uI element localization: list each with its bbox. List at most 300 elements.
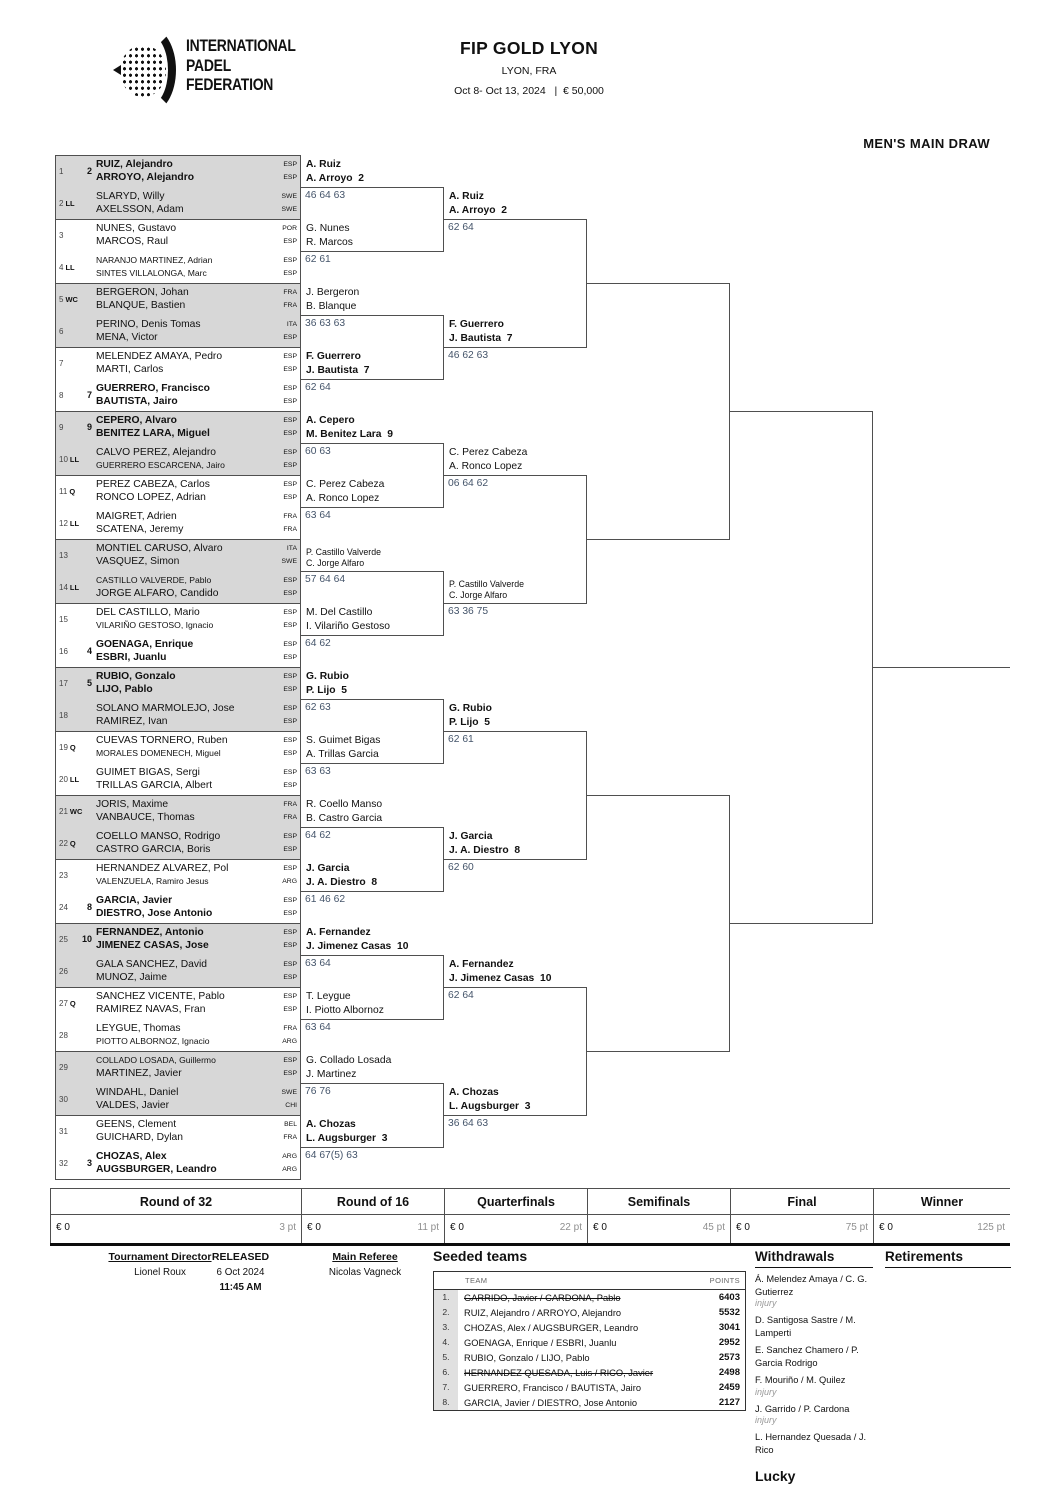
winner-name <box>306 1118 387 1145</box>
bracket-line <box>301 571 444 572</box>
team-names <box>92 1118 275 1144</box>
entry-seed: 7 <box>86 390 92 400</box>
bracket-line <box>730 411 873 412</box>
seeded-team-points: 2459 <box>718 1382 740 1393</box>
player-name: BLANQUE, Bastien <box>96 300 186 311</box>
seeded-team-name: RUIZ, Alejandro / ARROYO, Alejandro <box>464 1307 622 1318</box>
team-names <box>92 510 275 536</box>
country-code: FRA <box>283 1025 297 1032</box>
withdrawal-item <box>755 1314 873 1339</box>
winner-player: P. Lijo 5 <box>449 716 491 728</box>
winner-player: L. Augsburger 3 <box>306 1132 388 1144</box>
withdrawals-title: Withdrawals <box>755 1249 873 1268</box>
country-code: ESP <box>283 1006 297 1013</box>
winner-player: C. Perez Cabeza <box>449 447 528 458</box>
withdrawals-section <box>755 1249 873 1484</box>
withdrawal-item <box>755 1403 873 1427</box>
seeded-team-row <box>434 1365 745 1380</box>
bracket-line <box>873 667 1010 668</box>
entry-position: 18 <box>59 710 68 720</box>
country-code: ESP <box>283 417 297 424</box>
withdrawal-reason: injury <box>755 1298 777 1308</box>
bracket-line <box>444 1115 587 1116</box>
round-points: 75 pt <box>845 1222 868 1233</box>
draw-entry <box>56 475 299 507</box>
entry-tag: LL <box>65 262 75 272</box>
winner-player: P. Castillo Valverde <box>306 547 381 557</box>
seeded-team-number: 5. <box>434 1350 458 1365</box>
country-code: ESP <box>283 705 297 712</box>
entry-position: 19 Q <box>59 742 76 752</box>
winner-player: A. Chozas <box>449 1087 499 1098</box>
country-codes <box>275 734 299 760</box>
country-codes <box>275 958 299 984</box>
player-name: CEPERO, Alvaro <box>96 415 177 426</box>
entry-position: 7 <box>59 358 64 368</box>
draw-entry <box>56 571 299 603</box>
round-prize-cell <box>873 1215 1010 1244</box>
player-name: BERGERON, Johan <box>96 287 189 298</box>
country-code: ESP <box>283 622 297 629</box>
seeded-team-name: GOENAGA, Enrique / ESBRI, Juanlu <box>464 1337 617 1348</box>
country-code: ESP <box>283 737 297 744</box>
bracket-line <box>444 347 587 348</box>
player-name: GOENAGA, Enrique <box>96 639 194 650</box>
match-score: 64 67(5) 63 <box>305 1150 358 1161</box>
winner-name <box>306 926 408 953</box>
draw-entry <box>56 987 299 1019</box>
player-name: SANCHEZ VICENTE, Pablo <box>96 991 225 1002</box>
country-code: ESP <box>283 961 297 968</box>
entry-position: 17 <box>59 678 68 688</box>
country-code: ESP <box>283 462 297 469</box>
round-prize: € 0 <box>450 1222 464 1233</box>
player-name: FERNANDEZ, Antonio <box>96 927 204 938</box>
draw-entry <box>56 859 299 891</box>
seeded-team-name: HERNANDEZ QUESADA, Luis / RICO, Javier <box>464 1367 654 1378</box>
country-codes <box>275 382 299 408</box>
winner-name <box>306 798 382 825</box>
seeded-team-points: 2573 <box>718 1352 740 1363</box>
player-name: COLLADO LOSADA, Guillermo <box>96 1055 216 1065</box>
bracket-line <box>301 507 444 508</box>
player-name: CASTRO GARCIA, Boris <box>96 844 211 855</box>
entry-position: 24 <box>59 902 68 912</box>
bracket-line <box>301 1083 444 1084</box>
bracket-connector <box>729 283 730 540</box>
player-name: GARCIA, Javier <box>96 895 173 906</box>
seeded-team-name: CHOZAS, Alex / AUGSBURGER, Leandro <box>464 1322 639 1333</box>
team-names <box>92 702 275 728</box>
country-codes <box>275 1054 299 1080</box>
winner-name <box>449 190 507 217</box>
winner-name <box>306 547 381 569</box>
round-points: 11 pt <box>417 1222 439 1233</box>
country-code: ESP <box>283 833 297 840</box>
winner-player: C. Jorge Alfaro <box>306 558 365 568</box>
player-name: MORALES DOMENECH, Miguel <box>96 748 221 758</box>
winner-player: A. Arroyo 2 <box>306 172 364 184</box>
draw-entry <box>56 731 299 763</box>
seeded-team-points: 2127 <box>718 1397 740 1408</box>
entry-tag: LL <box>69 774 80 784</box>
team-names <box>92 862 275 888</box>
team-names <box>92 990 275 1016</box>
player-name: CHOZAS, Alex <box>96 1151 167 1162</box>
country-codes <box>275 318 299 344</box>
round-prize: € 0 <box>56 1222 70 1233</box>
winner-player: G. Nunes <box>306 223 350 234</box>
country-code: ESP <box>283 865 297 872</box>
draw-entry <box>56 283 299 315</box>
team-names <box>92 286 275 312</box>
player-name: DIESTRO, Jose Antonio <box>96 908 213 919</box>
bracket-line <box>587 283 730 284</box>
winner-name <box>449 958 551 985</box>
winner-name <box>306 414 393 441</box>
seeded-team-number: 1. <box>434 1290 458 1305</box>
entry-tag: LL <box>69 454 80 464</box>
bracket-line <box>730 923 873 924</box>
bracket-connector <box>586 219 587 348</box>
country-code: FRA <box>283 289 297 296</box>
country-code: ESP <box>283 334 297 341</box>
country-code: ESP <box>283 910 297 917</box>
team-names <box>92 478 275 504</box>
entry-position: 14 LL <box>59 582 80 592</box>
retirements-section <box>885 1249 1011 1268</box>
winner-player: R. Coello Manso <box>306 799 383 810</box>
round-prize-cell <box>444 1215 587 1244</box>
winner-player: A. Ronco Lopez <box>306 492 380 504</box>
entry-seed: 10 <box>81 934 92 944</box>
country-code: FRA <box>283 801 297 808</box>
country-code: ESP <box>283 577 297 584</box>
bracket-line <box>301 827 444 828</box>
entry-position: 23 <box>59 870 68 880</box>
withdrawals-list <box>755 1273 873 1456</box>
entry-tag: WC <box>69 806 83 816</box>
withdrawal-team: J. Garrido / P. Cardona <box>755 1403 850 1414</box>
player-name: HERNANDEZ ALVAREZ, Pol <box>96 863 229 874</box>
seeded-team-points: 2498 <box>718 1367 740 1378</box>
seeded-team-points: 3041 <box>718 1322 740 1333</box>
round-prize-cell <box>50 1215 301 1244</box>
player-name: GUICHARD, Dylan <box>96 1132 183 1143</box>
winner-player: A. Arroyo 2 <box>449 204 507 216</box>
country-codes <box>275 510 299 536</box>
country-code: ARG <box>282 1153 297 1160</box>
winner-name <box>306 862 377 889</box>
entry-tag: Q <box>69 486 76 496</box>
country-codes <box>275 830 299 856</box>
team-names <box>92 542 275 568</box>
winner-player: R. Marcos <box>306 236 353 248</box>
player-name: VALDES, Javier <box>96 1100 170 1111</box>
team-names <box>92 350 275 376</box>
country-codes <box>275 702 299 728</box>
main-referee-label: Main Referee <box>332 1251 398 1263</box>
winner-name <box>306 222 353 249</box>
logo-text-line: FEDERATION <box>186 75 274 94</box>
bracket-line <box>301 955 444 956</box>
bracket-line <box>301 251 444 252</box>
draw-entry <box>56 251 299 283</box>
match-score: 62 61 <box>448 734 474 745</box>
winner-name <box>306 734 380 761</box>
entry-seed: 8 <box>86 902 92 912</box>
country-code: ARG <box>282 878 297 885</box>
country-code: ITA <box>286 321 297 328</box>
match-score: 06 64 62 <box>448 478 489 489</box>
winner-name <box>449 579 524 601</box>
round-points: 125 pt <box>977 1222 1005 1233</box>
team-names <box>92 638 275 664</box>
team-names <box>92 318 275 344</box>
logo-text-line: PADEL <box>186 55 231 75</box>
country-code: ESP <box>283 174 297 181</box>
bracket-line <box>301 443 444 444</box>
seeded-team-points: 6403 <box>718 1292 740 1303</box>
bracket-line <box>444 731 587 732</box>
winner-player: M. Benitez Lara 9 <box>306 428 393 440</box>
player-name: SINTES VILLALONGA, Marc <box>96 268 207 278</box>
winner-name <box>306 606 390 633</box>
bracket-connector <box>872 411 873 924</box>
winner-name <box>449 446 527 473</box>
footer-divider <box>50 1243 1010 1246</box>
country-code: ARG <box>282 1166 297 1173</box>
country-codes <box>275 286 299 312</box>
player-name: VALENZUELA, Ramiro Jesus <box>96 876 209 886</box>
player-name: MARTINEZ, Javier <box>96 1068 182 1079</box>
team-names <box>92 414 275 440</box>
country-code: ESP <box>283 270 297 277</box>
seeded-team-row <box>434 1305 745 1320</box>
bracket-connector <box>586 987 587 1116</box>
round-label: Winner <box>873 1189 1010 1215</box>
country-codes <box>275 414 299 440</box>
entry-tag: Q <box>69 998 76 1008</box>
country-code: ESP <box>283 942 297 949</box>
seeded-team-row <box>434 1380 745 1395</box>
round-prize-cell <box>730 1215 873 1244</box>
draw-entry <box>56 187 299 219</box>
match-score: 76 76 <box>305 1086 331 1097</box>
draw-entry <box>56 603 299 635</box>
match-score: 63 64 <box>305 1022 331 1033</box>
winner-name <box>306 670 349 697</box>
rounds-bar <box>50 1188 1010 1243</box>
winner-name <box>449 702 492 729</box>
match-score: 63 64 <box>305 510 331 521</box>
winner-name <box>449 1086 530 1113</box>
country-code: ESP <box>283 993 297 1000</box>
winner-name <box>306 350 370 377</box>
country-codes <box>275 446 299 472</box>
country-code: ESP <box>283 718 297 725</box>
match-score: 60 63 <box>305 446 331 457</box>
bracket-line <box>301 891 444 892</box>
winner-player: J. A. Diestro 8 <box>449 844 521 856</box>
round-label: Final <box>730 1189 873 1215</box>
seeded-team-row <box>434 1350 745 1365</box>
seeded-team-number: 4. <box>434 1335 458 1350</box>
round-prize-cell <box>301 1215 444 1244</box>
match-score: 62 64 <box>448 990 474 1001</box>
winner-player: J. Bautista 7 <box>306 364 370 376</box>
seeded-col-team: TEAM <box>465 1276 488 1285</box>
player-name: VANBAUCE, Thomas <box>96 812 195 823</box>
event-location: LYON, FRA <box>501 65 557 77</box>
winner-player: A. Ronco Lopez <box>449 460 523 472</box>
round-prize: € 0 <box>736 1222 750 1233</box>
draw-entry <box>56 1051 299 1083</box>
player-name: AXELSSON, Adam <box>96 204 184 215</box>
entry-seed: 9 <box>86 422 92 432</box>
country-codes <box>275 670 299 696</box>
country-codes <box>275 798 299 824</box>
country-codes <box>275 254 299 280</box>
seeded-team-number: 3. <box>434 1320 458 1335</box>
winner-player: A. Fernandez <box>449 959 514 970</box>
entry-position: 12 LL <box>59 518 80 528</box>
country-code: FRA <box>283 302 297 309</box>
seeded-teams-header <box>434 1272 745 1290</box>
country-codes <box>275 990 299 1016</box>
player-name: COELLO MANSO, Rodrigo <box>96 831 221 842</box>
entry-seed: 4 <box>86 646 92 656</box>
winner-player: F. Guerrero <box>306 351 361 362</box>
main-referee-name: Nicolas Vagneck <box>328 1267 402 1278</box>
player-name: PEREZ CABEZA, Carlos <box>96 479 210 490</box>
player-name: BAUTISTA, Jairo <box>96 396 178 407</box>
country-code: FRA <box>283 526 297 533</box>
team-names <box>92 1022 275 1048</box>
winner-player: J. Bautista 7 <box>449 332 513 344</box>
team-names <box>92 446 275 472</box>
entry-seed: 3 <box>86 1158 92 1168</box>
entry-position: 6 <box>59 326 64 336</box>
bracket-connector <box>729 795 730 1052</box>
player-name: GUERRERO ESCARCENA, Jairo <box>96 460 225 470</box>
winner-name <box>449 830 520 857</box>
entry-position: 13 <box>59 550 68 560</box>
bracket-line <box>587 795 730 796</box>
match-score: 64 62 <box>305 638 331 649</box>
logo-text-line: INTERNATIONAL <box>186 36 296 55</box>
player-name: GALA SANCHEZ, David <box>96 959 208 970</box>
team-names <box>92 382 275 408</box>
bracket-line <box>444 475 587 476</box>
country-codes <box>275 158 299 184</box>
country-code: SWE <box>281 1089 297 1096</box>
player-name: NUNES, Gustavo <box>96 223 177 234</box>
team-names <box>92 1150 275 1176</box>
country-code: ESP <box>283 257 297 264</box>
winner-player: F. Guerrero <box>449 319 504 330</box>
country-code: ESP <box>283 494 297 501</box>
player-name: SCATENA, Jeremy <box>96 524 184 535</box>
winner-player: A. Ruiz <box>449 191 484 202</box>
tournament-director-name: Lionel Roux <box>134 1267 186 1278</box>
country-code: ESP <box>283 974 297 981</box>
country-code: ESP <box>283 897 297 904</box>
released-label: RELEASED <box>211 1251 270 1263</box>
winner-player: G. Rubio <box>449 703 492 714</box>
country-code: ARG <box>282 1038 297 1045</box>
seeded-team-name: GARRIDO, Javier / CARDONA, Pablo <box>464 1292 621 1303</box>
winner-player: G. Rubio <box>306 671 349 682</box>
withdrawal-item <box>755 1374 873 1398</box>
match-score: 62 63 <box>305 702 331 713</box>
country-codes <box>275 894 299 920</box>
draw-title: MEN'S MAIN DRAW <box>863 136 990 151</box>
round-prize: € 0 <box>307 1222 321 1233</box>
match-score: 62 64 <box>448 222 474 233</box>
country-code: ESP <box>283 641 297 648</box>
draw-entry <box>56 1147 299 1179</box>
country-code: SWE <box>281 206 297 213</box>
entry-tag: LL <box>69 582 80 592</box>
bracket-connector <box>586 731 587 860</box>
country-code: ESP <box>283 750 297 757</box>
draw-entry <box>56 955 299 987</box>
country-code: ESP <box>283 398 297 405</box>
match-score: 63 63 <box>305 766 331 777</box>
team-names <box>92 1086 275 1112</box>
country-code: ESP <box>283 449 297 456</box>
country-codes <box>275 862 299 888</box>
seeded-team-number: 8. <box>434 1395 458 1410</box>
seeded-team-name: GUERRERO, Francisco / BAUTISTA, Jairo <box>464 1382 642 1393</box>
match-score: 62 64 <box>305 382 331 393</box>
player-name: MARCOS, Raul <box>96 236 169 247</box>
bracket-line <box>444 219 587 220</box>
player-name: CUEVAS TORNERO, Ruben <box>96 735 228 746</box>
entry-position: 28 <box>59 1030 68 1040</box>
player-name: AUGSBURGER, Leandro <box>96 1164 217 1175</box>
winner-player: C. Jorge Alfaro <box>449 590 508 600</box>
round-label: Quarterfinals <box>444 1189 587 1215</box>
country-codes <box>275 1118 299 1144</box>
match-score: 62 60 <box>448 862 474 873</box>
team-names <box>92 766 275 792</box>
match-score: 46 62 63 <box>448 350 489 361</box>
country-code: ITA <box>286 545 297 552</box>
withdrawal-team: Á. Melendez Amaya / C. G. Gutierrez <box>755 1274 868 1297</box>
released-time: 11:45 AM <box>219 1282 262 1293</box>
entry-tag: LL <box>69 518 80 528</box>
player-name: VASQUEZ, Simon <box>96 556 180 567</box>
event-dates-prize: Oct 8- Oct 13, 2024 | € 50,000 <box>454 85 604 97</box>
match-score: 63 64 <box>305 958 331 969</box>
country-code: ESP <box>283 1070 297 1077</box>
tournament-director-label: Tournament Director <box>108 1251 212 1263</box>
bracket-connector <box>443 443 444 508</box>
draw-entry <box>56 347 299 379</box>
country-code: ESP <box>283 481 297 488</box>
round-points: 22 pt <box>559 1222 582 1233</box>
event-title: FIP GOLD LYON <box>459 38 599 58</box>
country-codes <box>275 926 299 952</box>
country-code: ESP <box>283 430 297 437</box>
team-names <box>92 798 275 824</box>
winner-player: T. Leygue <box>306 991 351 1002</box>
player-name: LEYGUE, Thomas <box>96 1023 181 1034</box>
team-names <box>92 734 275 760</box>
draw-entry <box>56 219 299 251</box>
